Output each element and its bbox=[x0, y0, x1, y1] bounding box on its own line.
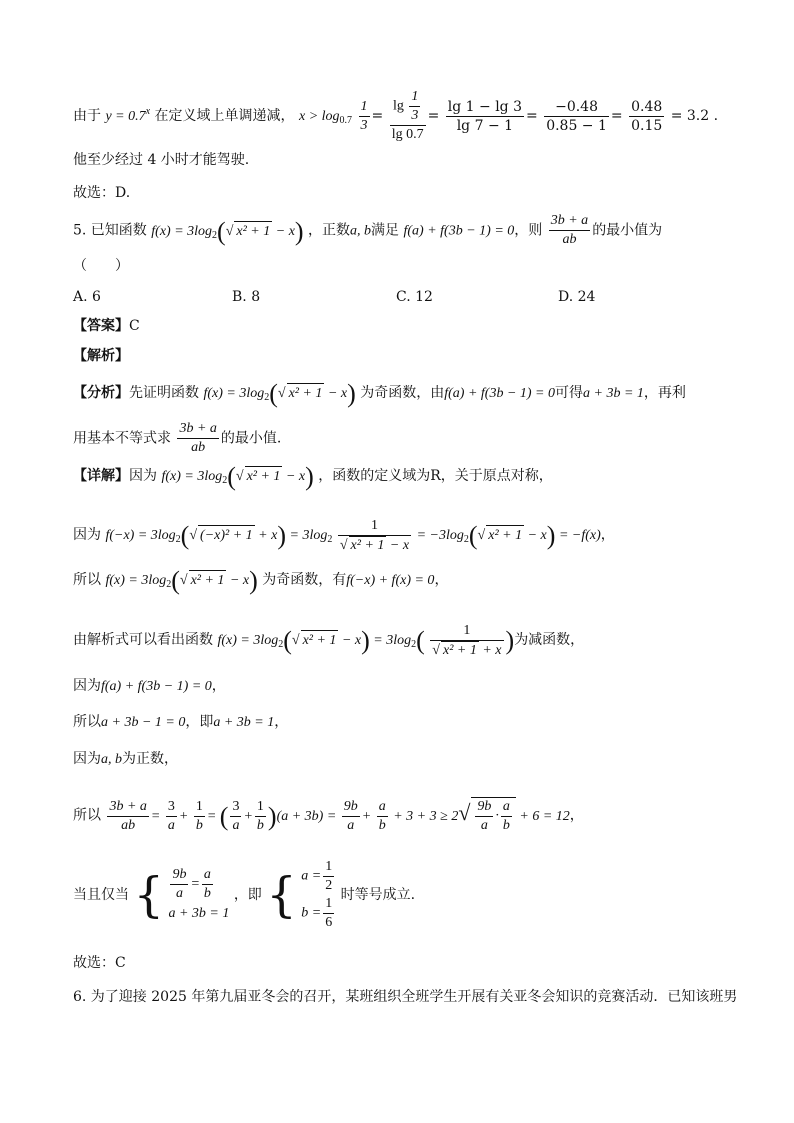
num: 1 bbox=[323, 895, 334, 914]
paren: ( bbox=[219, 801, 229, 831]
math: f(−x) + f(x) = 0 bbox=[346, 573, 435, 588]
sub: 2 bbox=[175, 534, 181, 546]
den: a bbox=[480, 818, 488, 833]
answer-value: C bbox=[129, 318, 140, 334]
radical: √ bbox=[277, 386, 286, 401]
text: ，正数 bbox=[308, 222, 351, 239]
expr: = 3log bbox=[373, 633, 412, 649]
radical: √ bbox=[179, 573, 188, 588]
frac bbox=[107, 798, 148, 835]
expr: = −f(x) bbox=[558, 528, 601, 544]
text: 因为 bbox=[73, 751, 101, 767]
paren: ( bbox=[416, 626, 425, 655]
den: 2 bbox=[325, 878, 333, 893]
radical: √ bbox=[189, 528, 198, 544]
line-hours: 他至少经过 4 小时才能驾驶. bbox=[73, 152, 250, 168]
sub: 2 bbox=[222, 475, 228, 486]
den: 3 bbox=[411, 108, 419, 123]
sqrt: (−x)² + 1 bbox=[198, 525, 255, 546]
paren: ( bbox=[283, 626, 292, 655]
line-monotone: 由于 $y = 0.7^x$ 在定义域上单调递减， $x > \log_{0.7}$ $\frac{1}{3}$ = lg $\frac{1}{3}$ lg 0.7 = $\frac{\lg 1 - \lg 3}{\lg 7 - 1}$ = $\frac{-0.48}{0.85 - 1}$ = $\frac{0.48}{0.15}$ = 3.2 . bbox=[73, 89, 719, 142]
num: 9b bbox=[475, 798, 493, 817]
detail-s2 bbox=[73, 712, 288, 733]
den: b bbox=[502, 818, 510, 833]
expr: = 3log bbox=[289, 528, 328, 544]
den bbox=[338, 536, 411, 555]
math bbox=[161, 461, 314, 491]
paren: ) bbox=[505, 626, 515, 655]
radical: √ bbox=[235, 469, 244, 484]
paren: ( bbox=[171, 565, 180, 595]
den: b bbox=[378, 818, 386, 833]
detail-odd bbox=[73, 517, 615, 555]
sub: 2 bbox=[327, 534, 333, 546]
detail-s3 bbox=[73, 749, 178, 770]
frac bbox=[194, 798, 205, 835]
radical: √ bbox=[225, 223, 234, 239]
question-5-paren: （ ） bbox=[73, 258, 129, 274]
text: 当且仅当 bbox=[73, 887, 129, 903]
den: lg 7 − 1 bbox=[456, 117, 514, 134]
expr: − x bbox=[229, 573, 250, 588]
expr: f(x) = 3log bbox=[217, 633, 279, 649]
num bbox=[390, 88, 426, 126]
option-c: C. 12 bbox=[396, 289, 433, 305]
brace: { bbox=[133, 867, 164, 923]
sub: 2 bbox=[463, 534, 469, 546]
frac bbox=[549, 212, 590, 249]
paren: ( bbox=[227, 461, 236, 491]
den: b bbox=[195, 818, 203, 833]
frac bbox=[359, 98, 370, 135]
analysis-line-2 bbox=[73, 420, 281, 457]
text: ， bbox=[211, 678, 226, 694]
den: 0.85 − 1 bbox=[546, 117, 607, 134]
num: −0.48 bbox=[544, 98, 609, 117]
brace: { bbox=[266, 867, 297, 923]
radical: √ bbox=[477, 528, 486, 544]
frac bbox=[390, 88, 426, 144]
expr: f(x) = 3log bbox=[203, 386, 265, 401]
math bbox=[105, 565, 258, 595]
expr: + x bbox=[258, 528, 278, 544]
num: 3b + a bbox=[177, 420, 218, 439]
num: 1 bbox=[194, 798, 205, 817]
math: a + 3b = 1 bbox=[583, 386, 644, 401]
math: a, b bbox=[350, 223, 372, 239]
math-fn bbox=[105, 106, 151, 124]
num: lg 1 − lg 3 bbox=[447, 98, 522, 115]
question-6: 6. 为了迎接 2025 年第九届亚冬会的召开，某班组织全班学生开展有关亚冬会知识的竞赛活动．已知该班男 bbox=[73, 989, 738, 1005]
line-select-c: 故选：C bbox=[73, 955, 126, 971]
num: 1 bbox=[323, 858, 334, 877]
system-row bbox=[301, 858, 336, 895]
sqrt: $\frac{9b}{a}$ · $\frac{a}{b}$ bbox=[471, 797, 516, 835]
den: a bbox=[175, 885, 183, 901]
text: ， bbox=[569, 807, 584, 824]
text: 的最小值. bbox=[220, 430, 282, 447]
frac bbox=[629, 98, 664, 135]
fx-tag: 【分析】 bbox=[73, 385, 129, 401]
frac bbox=[323, 858, 334, 895]
sub: 2 bbox=[264, 392, 270, 403]
text: ，再利 bbox=[643, 385, 686, 401]
math: a + 3b − 1 = 0 bbox=[101, 715, 186, 730]
text: 可得 bbox=[555, 385, 584, 401]
text: 在定义域上单调递减， bbox=[154, 108, 295, 124]
question-5 bbox=[73, 212, 662, 249]
frac bbox=[430, 622, 503, 660]
math: a, b bbox=[101, 752, 122, 767]
frac bbox=[377, 798, 388, 835]
math-ineq bbox=[299, 109, 352, 124]
expr: − x bbox=[285, 469, 306, 484]
paren: ( bbox=[269, 378, 278, 408]
text: ， bbox=[274, 714, 289, 730]
sqrt: x² + 1 bbox=[350, 538, 385, 553]
paren: ) bbox=[249, 565, 258, 595]
num: a bbox=[501, 798, 512, 817]
text: ，即 bbox=[185, 714, 214, 730]
paren: ) bbox=[347, 378, 356, 408]
text: 因为 bbox=[73, 678, 101, 694]
system-row: $\frac{9b}{a}$ = $\frac{a}{b}$ bbox=[172, 866, 211, 901]
num: 1 bbox=[255, 798, 266, 817]
math: f(a) + f(3b − 1) = 0 bbox=[101, 679, 212, 694]
frac bbox=[255, 798, 266, 835]
sup: x bbox=[145, 106, 151, 117]
expr: f(−x) = 3log bbox=[105, 528, 176, 544]
num: 3b + a bbox=[107, 798, 148, 817]
expr: − x bbox=[389, 538, 410, 553]
option-b: B. 8 bbox=[232, 289, 261, 305]
sqrt: x² + 1 bbox=[301, 630, 339, 651]
expr: x > log bbox=[298, 109, 340, 124]
den: b bbox=[256, 818, 264, 833]
den: ab bbox=[191, 440, 206, 455]
text: ， bbox=[434, 572, 449, 588]
detail-s1 bbox=[73, 676, 226, 697]
num: 3 bbox=[230, 798, 241, 817]
text: 所以 bbox=[73, 714, 101, 730]
math: f(a) + f(3b − 1) = 0 bbox=[444, 386, 556, 401]
num: 1 bbox=[338, 517, 411, 536]
expr: b = bbox=[301, 905, 322, 921]
frac bbox=[323, 895, 334, 932]
num: 1 bbox=[359, 98, 370, 117]
sub: 2 bbox=[278, 639, 284, 651]
expr: (a + 3b) = bbox=[276, 808, 337, 824]
sqrt: x² + 1 bbox=[442, 643, 477, 658]
expr: − x bbox=[327, 386, 348, 401]
paren: ) bbox=[267, 801, 277, 831]
expr: y = 0.7 bbox=[105, 109, 146, 124]
text: ，关于原点对称， bbox=[440, 468, 553, 484]
frac bbox=[501, 798, 512, 835]
den: 6 bbox=[325, 915, 333, 930]
paren: ) bbox=[294, 216, 304, 246]
radical: √ bbox=[458, 799, 471, 825]
paren: ( bbox=[468, 521, 478, 550]
math: $\frac{3b + a}{ab}$ = $\frac{3}{a}$ + $\frac{1}{b}$ = ( $\frac{3}{a}$ + $\frac{1}{b}$ )(a + 3b) = $\frac{9b}{a}$ + $\frac{a}{b}$ + 3 + 3 ≥ 2√ $\frac{9b}{a}$ · $\frac{a}{b}$ + 6 = 12 bbox=[109, 799, 570, 833]
num: a bbox=[377, 798, 388, 817]
text: ，函数的定义域为 bbox=[318, 468, 431, 484]
text: 由于 bbox=[73, 108, 101, 124]
text: 时等号成立. bbox=[340, 887, 416, 903]
text: 先证明函数 bbox=[129, 385, 199, 401]
expr: − x bbox=[275, 223, 295, 239]
sqrt: x² + 1 bbox=[287, 383, 325, 404]
expr: f(x) = 3log bbox=[151, 223, 213, 239]
paren: ( bbox=[217, 216, 226, 246]
radical: √ bbox=[432, 643, 440, 658]
text: 的最小值为 bbox=[592, 222, 663, 239]
system-row: a + 3b = 1 bbox=[168, 905, 230, 921]
frac bbox=[342, 798, 360, 835]
detail-s5 bbox=[73, 858, 415, 932]
expr: + x bbox=[482, 643, 502, 658]
frac bbox=[202, 866, 213, 903]
system-row bbox=[301, 895, 336, 932]
text: 为正数， bbox=[122, 751, 178, 767]
expr: − x bbox=[341, 633, 362, 649]
expr: + 3 + 3 ≥ 2 bbox=[393, 808, 459, 824]
frac bbox=[475, 798, 493, 835]
paren: ( bbox=[180, 521, 190, 550]
sub: 0.7 bbox=[339, 115, 353, 126]
sqrt: x² + 1 bbox=[234, 221, 272, 242]
math: R bbox=[430, 468, 441, 484]
frac bbox=[446, 98, 524, 135]
text: 为奇函数，由 bbox=[360, 385, 445, 401]
paren: ) bbox=[277, 521, 287, 550]
text: 为减函数， bbox=[514, 632, 585, 649]
frac bbox=[170, 866, 188, 903]
answer bbox=[73, 316, 140, 336]
math bbox=[203, 378, 356, 408]
text: ，则 bbox=[514, 222, 543, 239]
text: 因为 bbox=[73, 527, 101, 544]
sqrt: x² + 1 bbox=[486, 525, 524, 546]
detail-s4 bbox=[73, 797, 584, 835]
system bbox=[301, 858, 336, 932]
den: a bbox=[167, 818, 175, 833]
frac bbox=[544, 98, 609, 135]
paren: ) bbox=[361, 626, 370, 655]
detail-line-1 bbox=[73, 461, 553, 491]
math bbox=[217, 623, 515, 658]
num: 9b bbox=[342, 798, 360, 817]
den: 3 bbox=[360, 117, 368, 133]
paren: ) bbox=[546, 521, 556, 550]
frac bbox=[230, 798, 241, 835]
text: 所以 bbox=[73, 572, 101, 588]
sub: 2 bbox=[212, 229, 218, 241]
num: 9b bbox=[170, 866, 188, 885]
sub: 2 bbox=[166, 579, 172, 590]
text: 用基本不等式求 bbox=[73, 430, 171, 447]
expr: a = bbox=[301, 868, 322, 884]
sub: 2 bbox=[411, 639, 417, 651]
result: = 3.2 . bbox=[670, 108, 719, 124]
inner-frac bbox=[409, 88, 420, 125]
text: 由解析式可以看出函数 bbox=[73, 632, 213, 649]
radical: √ bbox=[291, 633, 300, 649]
answer-tag: 【答案】 bbox=[73, 318, 129, 334]
expr: f(x) = 3log bbox=[105, 573, 167, 588]
line-select-d: 故选：D. bbox=[73, 185, 131, 201]
den: ab bbox=[562, 232, 577, 247]
option-a: A. 6 bbox=[73, 289, 101, 305]
expr: + 6 = 12 bbox=[519, 808, 570, 824]
den bbox=[430, 641, 503, 660]
sqrt: x² + 1 bbox=[245, 466, 283, 487]
text: 为奇函数，有 bbox=[262, 572, 347, 588]
expr: = −3log bbox=[416, 528, 464, 544]
den: ab bbox=[121, 818, 136, 833]
den: b bbox=[203, 885, 211, 901]
den: lg 0.7 bbox=[391, 127, 424, 142]
text: ，即 bbox=[233, 887, 262, 903]
xj-tag: 【详解】 bbox=[73, 468, 129, 484]
text: 所以 bbox=[73, 807, 101, 824]
system bbox=[168, 866, 229, 925]
text: 因为 bbox=[129, 468, 157, 484]
lg: lg bbox=[392, 98, 404, 114]
den: 0.15 bbox=[631, 117, 663, 134]
radical: √ bbox=[339, 538, 348, 553]
num: 3b + a bbox=[549, 212, 590, 231]
math bbox=[105, 518, 601, 553]
expr: f(x) = 3log bbox=[161, 469, 223, 484]
detail-so-odd bbox=[73, 565, 449, 595]
expr: − x bbox=[527, 528, 547, 544]
paren: ) bbox=[305, 461, 314, 491]
num: 0.48 bbox=[631, 98, 663, 115]
num: a bbox=[202, 866, 213, 885]
math: a + 3b = 1 bbox=[213, 715, 275, 730]
den: a bbox=[347, 818, 355, 833]
detail-decreasing bbox=[73, 622, 584, 660]
num: 1 bbox=[409, 88, 420, 107]
text: 5. 已知函数 bbox=[73, 222, 147, 239]
math bbox=[151, 216, 304, 246]
num: 1 bbox=[430, 622, 503, 641]
den: a bbox=[232, 818, 240, 833]
frac bbox=[177, 420, 218, 457]
text: 满足 bbox=[371, 222, 400, 239]
math: f(a) + f(3b − 1) = 0 bbox=[403, 223, 515, 239]
num: 3 bbox=[166, 798, 177, 817]
analysis-line-1 bbox=[73, 378, 686, 408]
text: ， bbox=[600, 527, 615, 544]
frac bbox=[338, 517, 411, 555]
frac bbox=[166, 798, 177, 835]
sqrt: x² + 1 bbox=[189, 570, 227, 591]
option-d: D. 24 bbox=[558, 289, 596, 305]
analysis-tag: 【解析】 bbox=[73, 348, 129, 364]
